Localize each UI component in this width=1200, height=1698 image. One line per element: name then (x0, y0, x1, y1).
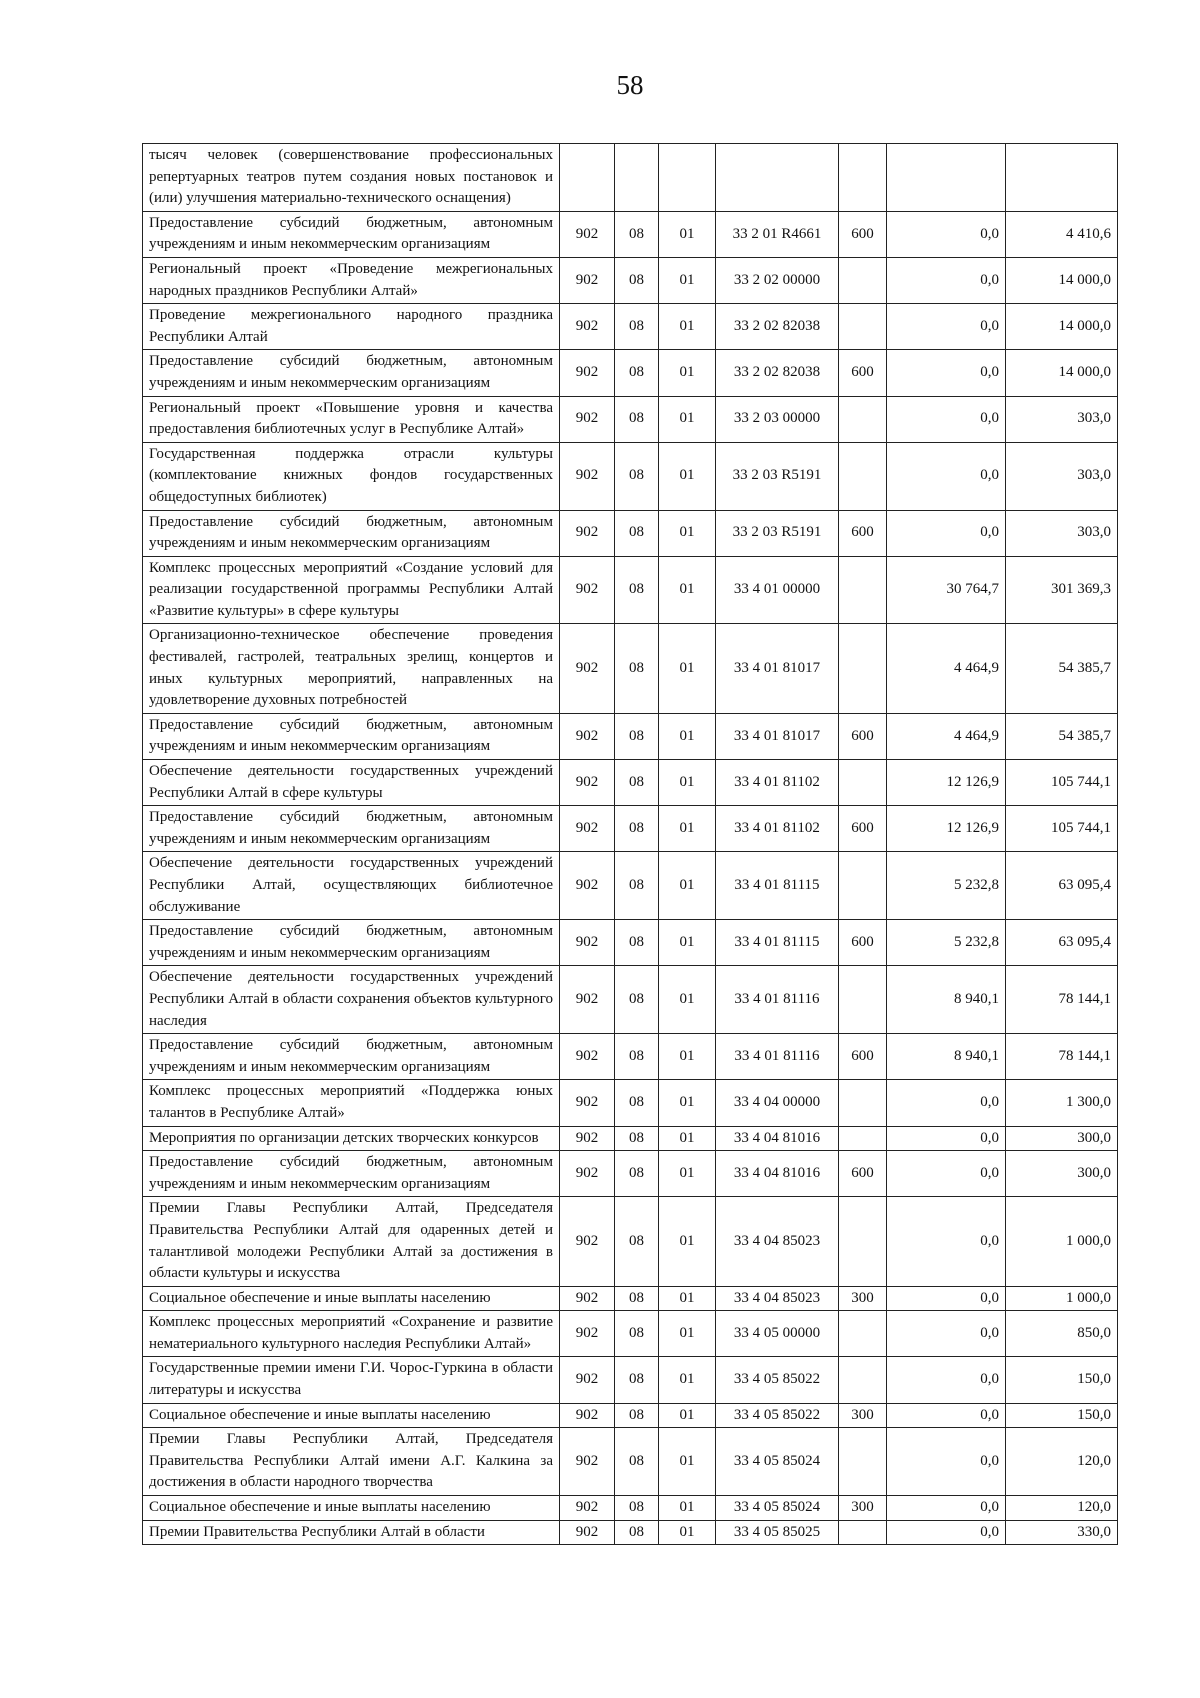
amount-1-cell: 0,0 (887, 510, 1006, 556)
row-name-cell: Предоставление субсидий бюджетным, автономным учреждениям и иным некоммерческим организациям (143, 806, 560, 852)
section-code-cell: 08 (615, 556, 659, 624)
target-article-cell: 33 2 03 R5191 (716, 442, 839, 510)
amount-2-cell: 300,0 (1006, 1126, 1118, 1151)
target-article-cell: 33 4 05 85024 (716, 1496, 839, 1521)
expense-type-cell: 600 (839, 350, 887, 396)
amount-1-cell: 30 764,7 (887, 556, 1006, 624)
subsection-code-cell: 01 (659, 1197, 716, 1286)
section-code-cell: 08 (615, 1311, 659, 1357)
table-row (143, 442, 1118, 510)
row-name-cell: Обеспечение деятельности государственных учреждений Республики Алтай, осуществляющих библиотечное обслуживание (143, 852, 560, 920)
amount-2-cell: 300,0 (1006, 1151, 1118, 1197)
row-name-cell: тысяч человек (совершенствование профессиональных репертуарных театров путем создания новых постановок и (или) улучшения материально-технического оснащения) (143, 144, 560, 212)
row-name-cell: Комплекс процессных мероприятий «Сохранение и развитие нематериального культурного наследия Республики Алтай» (143, 1311, 560, 1357)
section-code-cell: 08 (615, 350, 659, 396)
amount-2-cell: 150,0 (1006, 1357, 1118, 1403)
amount-2-cell: 14 000,0 (1006, 257, 1118, 303)
expense-type-cell: 300 (839, 1403, 887, 1428)
table-row (143, 396, 1118, 442)
target-article-cell: 33 4 01 81017 (716, 624, 839, 713)
table-row (143, 211, 1118, 257)
section-code-cell: 08 (615, 713, 659, 759)
target-article-cell: 33 2 02 82038 (716, 304, 839, 350)
expense-type-cell: 300 (839, 1496, 887, 1521)
table-row (143, 144, 1118, 212)
target-article-cell: 33 4 01 81102 (716, 760, 839, 806)
subsection-code-cell: 01 (659, 713, 716, 759)
amount-1-cell: 0,0 (887, 442, 1006, 510)
amount-1-cell: 0,0 (887, 1286, 1006, 1311)
expense-type-cell (839, 1197, 887, 1286)
row-name-cell: Предоставление субсидий бюджетным, автономным учреждениям и иным некоммерческим организациям (143, 1151, 560, 1197)
row-name-cell: Государственные премии имени Г.И. Чорос-Гуркина в области литературы и искусства (143, 1357, 560, 1403)
expense-type-cell: 600 (839, 713, 887, 759)
row-name-cell: Премии Правительства Республики Алтай в области (143, 1520, 560, 1545)
expense-type-cell: 600 (839, 1151, 887, 1197)
amount-2-cell: 78 144,1 (1006, 966, 1118, 1034)
section-code-cell: 08 (615, 1151, 659, 1197)
amount-1-cell: 0,0 (887, 304, 1006, 350)
section-code-cell: 08 (615, 1428, 659, 1496)
subsection-code-cell: 01 (659, 211, 716, 257)
section-code-cell: 08 (615, 510, 659, 556)
expense-type-cell (839, 852, 887, 920)
subsection-code-cell: 01 (659, 920, 716, 966)
amount-1-cell: 0,0 (887, 396, 1006, 442)
table-row (143, 1080, 1118, 1126)
ministry-code-cell: 902 (560, 1311, 615, 1357)
section-code-cell: 08 (615, 211, 659, 257)
table-row (143, 1520, 1118, 1545)
row-name-cell: Предоставление субсидий бюджетным, автономным учреждениям и иным некоммерческим организациям (143, 211, 560, 257)
expense-type-cell (839, 1126, 887, 1151)
amount-2-cell: 150,0 (1006, 1403, 1118, 1428)
table-row (143, 1496, 1118, 1521)
amount-2-cell: 14 000,0 (1006, 304, 1118, 350)
amount-2-cell (1006, 144, 1118, 212)
ministry-code-cell (560, 144, 615, 212)
row-name-cell: Социальное обеспечение и иные выплаты населению (143, 1496, 560, 1521)
section-code-cell: 08 (615, 920, 659, 966)
subsection-code-cell: 01 (659, 1403, 716, 1428)
amount-1-cell: 0,0 (887, 1403, 1006, 1428)
ministry-code-cell: 902 (560, 556, 615, 624)
target-article-cell: 33 2 01 R4661 (716, 211, 839, 257)
table-row (143, 920, 1118, 966)
expense-type-cell: 600 (839, 1034, 887, 1080)
section-code-cell: 08 (615, 1080, 659, 1126)
amount-1-cell: 5 232,8 (887, 920, 1006, 966)
expense-type-cell (839, 396, 887, 442)
expense-type-cell (839, 966, 887, 1034)
subsection-code-cell: 01 (659, 760, 716, 806)
amount-1-cell: 12 126,9 (887, 760, 1006, 806)
ministry-code-cell: 902 (560, 1151, 615, 1197)
section-code-cell: 08 (615, 1034, 659, 1080)
table-row (143, 1151, 1118, 1197)
amount-1-cell: 0,0 (887, 211, 1006, 257)
target-article-cell: 33 4 04 81016 (716, 1151, 839, 1197)
amount-2-cell: 63 095,4 (1006, 920, 1118, 966)
subsection-code-cell: 01 (659, 1126, 716, 1151)
subsection-code-cell: 01 (659, 1311, 716, 1357)
ministry-code-cell: 902 (560, 760, 615, 806)
row-name-cell: Обеспечение деятельности государственных учреждений Республики Алтай в области сохранения объектов культурного наследия (143, 966, 560, 1034)
amount-1-cell: 0,0 (887, 1520, 1006, 1545)
table-row (143, 1311, 1118, 1357)
section-code-cell: 08 (615, 1197, 659, 1286)
target-article-cell: 33 4 01 81116 (716, 1034, 839, 1080)
subsection-code-cell: 01 (659, 966, 716, 1034)
section-code-cell: 08 (615, 852, 659, 920)
section-code-cell: 08 (615, 304, 659, 350)
subsection-code-cell: 01 (659, 1520, 716, 1545)
subsection-code-cell: 01 (659, 852, 716, 920)
subsection-code-cell: 01 (659, 304, 716, 350)
subsection-code-cell: 01 (659, 510, 716, 556)
table-row (143, 966, 1118, 1034)
amount-2-cell: 63 095,4 (1006, 852, 1118, 920)
target-article-cell: 33 4 05 85022 (716, 1403, 839, 1428)
expense-type-cell (839, 1520, 887, 1545)
section-code-cell: 08 (615, 1126, 659, 1151)
amount-1-cell: 0,0 (887, 1357, 1006, 1403)
subsection-code-cell: 01 (659, 442, 716, 510)
amount-2-cell: 303,0 (1006, 396, 1118, 442)
table-row (143, 852, 1118, 920)
expense-type-cell (839, 144, 887, 212)
ministry-code-cell: 902 (560, 350, 615, 396)
target-article-cell: 33 4 04 85023 (716, 1197, 839, 1286)
target-article-cell: 33 4 05 85025 (716, 1520, 839, 1545)
table-row (143, 1286, 1118, 1311)
ministry-code-cell: 902 (560, 1428, 615, 1496)
expense-type-cell (839, 1357, 887, 1403)
amount-2-cell: 105 744,1 (1006, 760, 1118, 806)
target-article-cell: 33 4 01 81116 (716, 966, 839, 1034)
ministry-code-cell: 902 (560, 806, 615, 852)
amount-1-cell: 12 126,9 (887, 806, 1006, 852)
target-article-cell: 33 4 05 85024 (716, 1428, 839, 1496)
expense-type-cell (839, 257, 887, 303)
ministry-code-cell: 902 (560, 257, 615, 303)
ministry-code-cell: 902 (560, 1034, 615, 1080)
table-row (143, 1357, 1118, 1403)
row-name-cell: Государственная поддержка отрасли культуры (комплектование книжных фондов государственных общедоступных библиотек) (143, 442, 560, 510)
expense-type-cell: 600 (839, 806, 887, 852)
row-name-cell: Комплекс процессных мероприятий «Поддержка юных талантов в Республике Алтай» (143, 1080, 560, 1126)
expense-type-cell (839, 556, 887, 624)
target-article-cell: 33 2 03 00000 (716, 396, 839, 442)
row-name-cell: Социальное обеспечение и иные выплаты населению (143, 1286, 560, 1311)
amount-2-cell: 78 144,1 (1006, 1034, 1118, 1080)
amount-1-cell: 0,0 (887, 1151, 1006, 1197)
ministry-code-cell: 902 (560, 1197, 615, 1286)
table-row (143, 760, 1118, 806)
row-name-cell: Премии Главы Республики Алтай, Председателя Правительства Республики Алтай имени А.Г. Калкина за достижения в области народного творчества (143, 1428, 560, 1496)
section-code-cell: 08 (615, 1520, 659, 1545)
ministry-code-cell: 902 (560, 966, 615, 1034)
target-article-cell (716, 144, 839, 212)
table-row (143, 806, 1118, 852)
target-article-cell: 33 2 02 82038 (716, 350, 839, 396)
ministry-code-cell: 902 (560, 1080, 615, 1126)
subsection-code-cell: 01 (659, 556, 716, 624)
target-article-cell: 33 4 01 00000 (716, 556, 839, 624)
ministry-code-cell: 902 (560, 713, 615, 759)
amount-1-cell (887, 144, 1006, 212)
subsection-code-cell (659, 144, 716, 212)
amount-2-cell: 303,0 (1006, 442, 1118, 510)
expense-type-cell (839, 442, 887, 510)
expense-type-cell: 600 (839, 510, 887, 556)
subsection-code-cell: 01 (659, 1496, 716, 1521)
subsection-code-cell: 01 (659, 1428, 716, 1496)
subsection-code-cell: 01 (659, 1151, 716, 1197)
amount-1-cell: 8 940,1 (887, 1034, 1006, 1080)
ministry-code-cell: 902 (560, 304, 615, 350)
row-name-cell: Комплекс процессных мероприятий «Создание условий для реализации государственной программы Республики Алтай «Развитие культуры» в сфере культуры (143, 556, 560, 624)
subsection-code-cell: 01 (659, 1034, 716, 1080)
expense-type-cell: 300 (839, 1286, 887, 1311)
section-code-cell: 08 (615, 257, 659, 303)
ministry-code-cell: 902 (560, 1357, 615, 1403)
target-article-cell: 33 4 04 81016 (716, 1126, 839, 1151)
target-article-cell: 33 4 01 81115 (716, 920, 839, 966)
target-article-cell: 33 4 01 81102 (716, 806, 839, 852)
amount-2-cell: 120,0 (1006, 1496, 1118, 1521)
amount-2-cell: 330,0 (1006, 1520, 1118, 1545)
target-article-cell: 33 4 05 00000 (716, 1311, 839, 1357)
expense-type-cell (839, 1311, 887, 1357)
table-row (143, 556, 1118, 624)
row-name-cell: Предоставление субсидий бюджетным, автономным учреждениям и иным некоммерческим организациям (143, 920, 560, 966)
amount-1-cell: 0,0 (887, 350, 1006, 396)
amount-1-cell: 0,0 (887, 1311, 1006, 1357)
ministry-code-cell: 902 (560, 442, 615, 510)
expense-type-cell (839, 1428, 887, 1496)
section-code-cell: 08 (615, 806, 659, 852)
budget-table (142, 143, 1118, 1545)
expense-type-cell (839, 760, 887, 806)
expense-type-cell (839, 1080, 887, 1126)
table-row (143, 1197, 1118, 1286)
row-name-cell: Предоставление субсидий бюджетным, автономным учреждениям и иным некоммерческим организациям (143, 510, 560, 556)
amount-1-cell: 0,0 (887, 1126, 1006, 1151)
amount-1-cell: 0,0 (887, 257, 1006, 303)
subsection-code-cell: 01 (659, 806, 716, 852)
ministry-code-cell: 902 (560, 852, 615, 920)
section-code-cell: 08 (615, 442, 659, 510)
ministry-code-cell: 902 (560, 396, 615, 442)
amount-2-cell: 1 000,0 (1006, 1286, 1118, 1311)
expense-type-cell (839, 624, 887, 713)
amount-1-cell: 8 940,1 (887, 966, 1006, 1034)
amount-1-cell: 4 464,9 (887, 624, 1006, 713)
table-row (143, 1428, 1118, 1496)
expense-type-cell (839, 304, 887, 350)
subsection-code-cell: 01 (659, 1080, 716, 1126)
row-name-cell: Премии Главы Республики Алтай, Председателя Правительства Республики Алтай для одаренных детей и талантливой молодежи Республики Алтай за достижения в области культуры и искусства (143, 1197, 560, 1286)
page-number: 58 (616, 70, 644, 100)
table-row (143, 510, 1118, 556)
amount-2-cell: 54 385,7 (1006, 713, 1118, 759)
row-name-cell: Предоставление субсидий бюджетным, автономным учреждениям и иным некоммерческим организациям (143, 1034, 560, 1080)
row-name-cell: Региональный проект «Проведение межрегиональных народных праздников Республики Алтай» (143, 257, 560, 303)
row-name-cell: Предоставление субсидий бюджетным, автономным учреждениям и иным некоммерческим организациям (143, 713, 560, 759)
amount-2-cell: 1 000,0 (1006, 1197, 1118, 1286)
section-code-cell (615, 144, 659, 212)
amount-1-cell: 0,0 (887, 1080, 1006, 1126)
subsection-code-cell: 01 (659, 257, 716, 303)
table-row (143, 304, 1118, 350)
amount-2-cell: 301 369,3 (1006, 556, 1118, 624)
amount-2-cell: 14 000,0 (1006, 350, 1118, 396)
amount-1-cell: 5 232,8 (887, 852, 1006, 920)
expense-type-cell: 600 (839, 920, 887, 966)
amount-2-cell: 105 744,1 (1006, 806, 1118, 852)
section-code-cell: 08 (615, 1357, 659, 1403)
section-code-cell: 08 (615, 966, 659, 1034)
row-name-cell: Организационно-техническое обеспечение проведения фестивалей, гастролей, театральных зрелищ, концертов и иных культурных мероприятий, направленных на удовлетворение духовных потребностей (143, 624, 560, 713)
ministry-code-cell: 902 (560, 1520, 615, 1545)
section-code-cell: 08 (615, 396, 659, 442)
amount-2-cell: 54 385,7 (1006, 624, 1118, 713)
expense-type-cell: 600 (839, 211, 887, 257)
section-code-cell: 08 (615, 624, 659, 713)
ministry-code-cell: 902 (560, 1496, 615, 1521)
target-article-cell: 33 4 04 85023 (716, 1286, 839, 1311)
row-name-cell: Проведение межрегионального народного праздника Республики Алтай (143, 304, 560, 350)
amount-1-cell: 4 464,9 (887, 713, 1006, 759)
ministry-code-cell: 902 (560, 510, 615, 556)
section-code-cell: 08 (615, 760, 659, 806)
target-article-cell: 33 2 02 00000 (716, 257, 839, 303)
ministry-code-cell: 902 (560, 211, 615, 257)
subsection-code-cell: 01 (659, 350, 716, 396)
row-name-cell: Обеспечение деятельности государственных учреждений Республики Алтай в сфере культуры (143, 760, 560, 806)
ministry-code-cell: 902 (560, 1126, 615, 1151)
table-row (143, 1034, 1118, 1080)
target-article-cell: 33 4 01 81017 (716, 713, 839, 759)
subsection-code-cell: 01 (659, 396, 716, 442)
row-name-cell: Предоставление субсидий бюджетным, автономным учреждениям и иным некоммерческим организациям (143, 350, 560, 396)
table-row (143, 713, 1118, 759)
row-name-cell: Региональный проект «Повышение уровня и качества предоставления библиотечных услуг в Республике Алтай» (143, 396, 560, 442)
section-code-cell: 08 (615, 1286, 659, 1311)
amount-2-cell: 303,0 (1006, 510, 1118, 556)
amount-2-cell: 4 410,6 (1006, 211, 1118, 257)
ministry-code-cell: 902 (560, 1403, 615, 1428)
amount-2-cell: 850,0 (1006, 1311, 1118, 1357)
table-row (143, 624, 1118, 713)
ministry-code-cell: 902 (560, 920, 615, 966)
table-row (143, 257, 1118, 303)
target-article-cell: 33 4 01 81115 (716, 852, 839, 920)
section-code-cell: 08 (615, 1496, 659, 1521)
amount-1-cell: 0,0 (887, 1496, 1006, 1521)
target-article-cell: 33 4 04 00000 (716, 1080, 839, 1126)
table-row (143, 1403, 1118, 1428)
subsection-code-cell: 01 (659, 1286, 716, 1311)
table-row (143, 350, 1118, 396)
amount-1-cell: 0,0 (887, 1428, 1006, 1496)
target-article-cell: 33 4 05 85022 (716, 1357, 839, 1403)
ministry-code-cell: 902 (560, 1286, 615, 1311)
row-name-cell: Мероприятия по организации детских творческих конкурсов (143, 1126, 560, 1151)
amount-1-cell: 0,0 (887, 1197, 1006, 1286)
amount-2-cell: 1 300,0 (1006, 1080, 1118, 1126)
row-name-cell: Социальное обеспечение и иные выплаты населению (143, 1403, 560, 1428)
subsection-code-cell: 01 (659, 624, 716, 713)
amount-2-cell: 120,0 (1006, 1428, 1118, 1496)
target-article-cell: 33 2 03 R5191 (716, 510, 839, 556)
subsection-code-cell: 01 (659, 1357, 716, 1403)
table-row (143, 1126, 1118, 1151)
section-code-cell: 08 (615, 1403, 659, 1428)
ministry-code-cell: 902 (560, 624, 615, 713)
